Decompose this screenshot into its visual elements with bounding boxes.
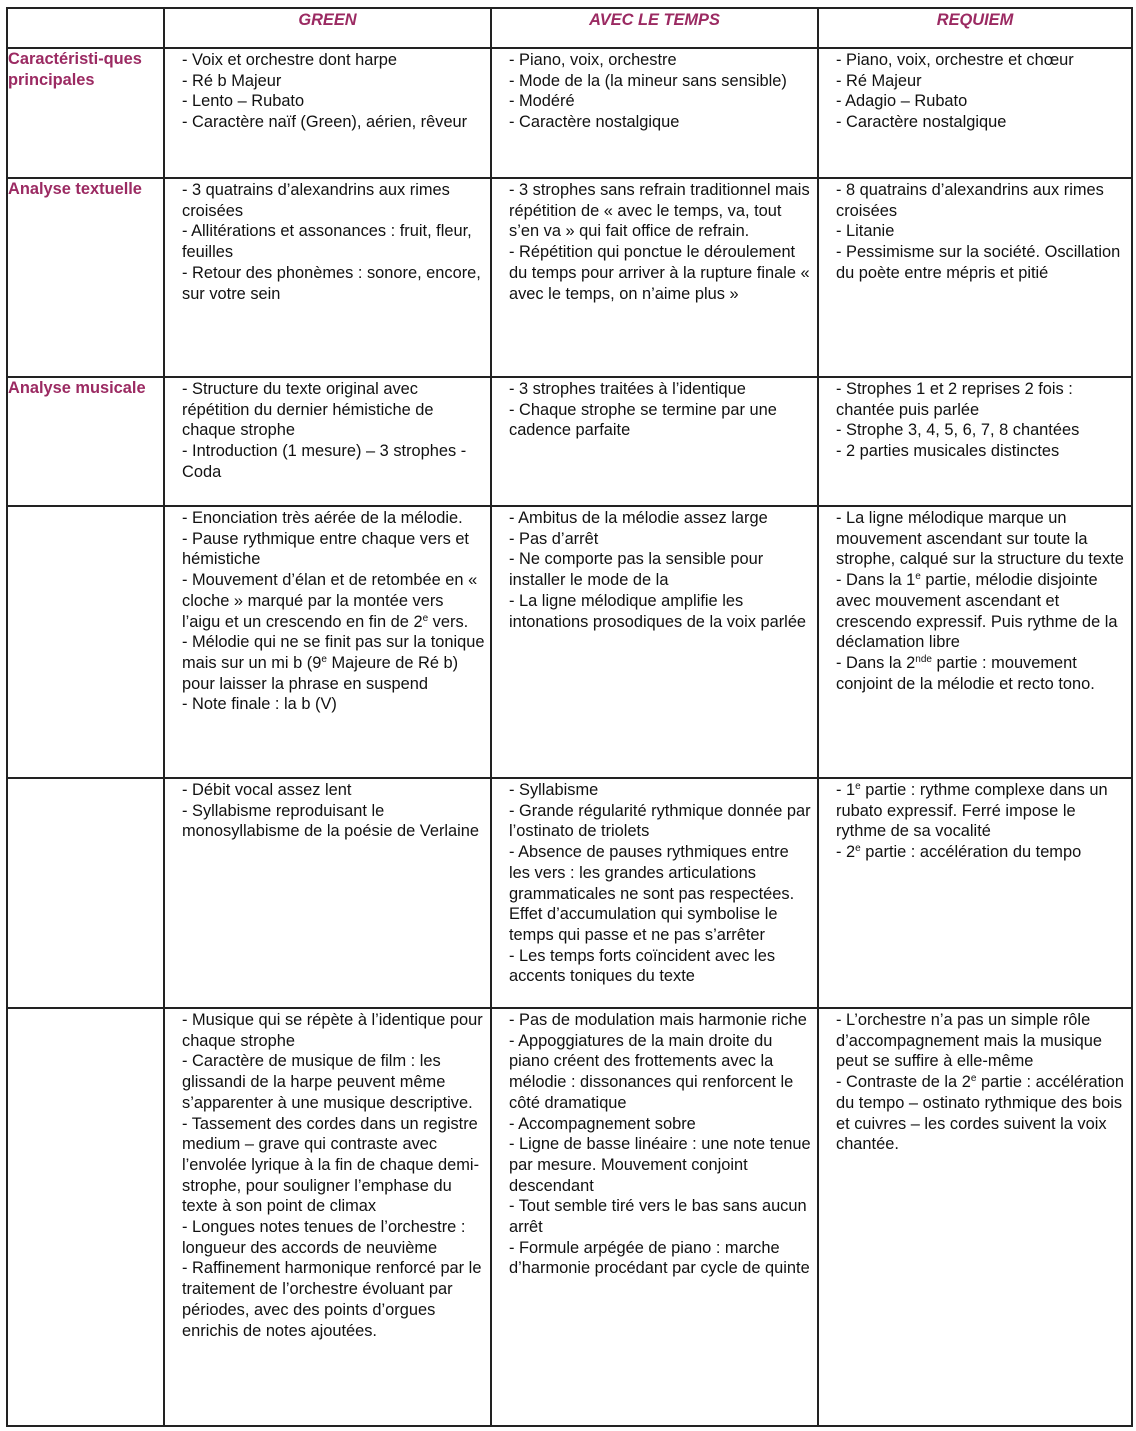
bullet-item bbox=[836, 71, 1127, 92]
bullet-item bbox=[182, 694, 486, 715]
text: - Lento – Rubato bbox=[182, 92, 305, 111]
bullet-item bbox=[836, 508, 1127, 570]
bullet-item bbox=[836, 1010, 1127, 1072]
bullet-item bbox=[182, 1114, 486, 1218]
superscript: e bbox=[422, 612, 429, 624]
table-row bbox=[7, 377, 1132, 506]
bullet-item bbox=[509, 242, 813, 304]
bullet-item bbox=[509, 842, 813, 946]
text: - Pause rythmique entre chaque vers et hémistiche bbox=[182, 529, 469, 569]
bullet-item bbox=[182, 71, 486, 92]
header-requiem: REQUIEM bbox=[818, 8, 1132, 48]
cell-green bbox=[164, 377, 491, 506]
text: - Litanie bbox=[836, 222, 895, 241]
text: - Raffinement harmonique renforcé par le traitement de l’orchestre évoluant par périodes, avec des points d’orgues enrichis de notes ajoutées. bbox=[182, 1259, 482, 1340]
cell-requiem bbox=[818, 377, 1132, 506]
text: - Débit vocal assez lent bbox=[182, 781, 352, 799]
text: - Ré b Majeur bbox=[182, 71, 282, 90]
bullet-item bbox=[509, 946, 813, 987]
text: - Syllabisme bbox=[509, 781, 599, 799]
cell-requiem bbox=[818, 178, 1132, 377]
table-row bbox=[7, 778, 1132, 1008]
bullet-item bbox=[509, 1010, 813, 1031]
row-label: Analyse musicale bbox=[7, 377, 164, 506]
text: partie : rythme complexe dans un rubato expressif. Ferré impose le rythme de sa vocalité bbox=[836, 781, 1108, 841]
text: - Caractère nostalgique bbox=[509, 113, 680, 132]
text: partie, mélodie disjointe avec mouvement ascendant et crescendo expressif. Puis rythme de la déclamation libre bbox=[836, 571, 1118, 652]
text: - Caractère de musique de film : les glissandi de la harpe peuvent même s’apparenter à une musique descriptive. bbox=[182, 1052, 473, 1112]
text: - Mouvement d’élan et de retombée en « cloche » marqué par la montée vers l’aigu et un crescendo en fin de 2 bbox=[182, 571, 478, 631]
bullet-item bbox=[836, 441, 1127, 462]
comparison-table bbox=[6, 7, 1133, 1427]
text: - Introduction (1 mesure) – 3 strophes - Coda bbox=[182, 442, 467, 481]
text: - L’orchestre n’a pas un simple rôle d’accompagnement mais la musique peut se suffire à elle-même bbox=[836, 1011, 1103, 1071]
bullet-item bbox=[182, 112, 486, 133]
text: - 2 parties musicales distinctes bbox=[836, 442, 1060, 461]
bullet-item bbox=[509, 1031, 813, 1114]
text: - 1 bbox=[836, 781, 856, 799]
superscript: e bbox=[321, 653, 327, 665]
bullet-item bbox=[509, 112, 813, 133]
bullet-item bbox=[509, 1196, 813, 1237]
text: - Adagio – Rubato bbox=[836, 92, 968, 111]
table-row bbox=[7, 178, 1132, 377]
text: - Chaque strophe se termine par une cadence parfaite bbox=[509, 400, 777, 440]
bullet-item bbox=[836, 50, 1127, 71]
cell-green bbox=[164, 506, 491, 778]
bullet-item bbox=[182, 1217, 486, 1258]
table-row bbox=[7, 48, 1132, 178]
text: - Ambitus de la mélodie assez large bbox=[509, 509, 768, 527]
bullet-item bbox=[509, 780, 813, 801]
bullet-item bbox=[182, 263, 486, 304]
text: - Les temps forts coïncident avec les accents toniques du texte bbox=[509, 946, 776, 986]
text: - 2 bbox=[836, 843, 856, 862]
cell-requiem bbox=[818, 1008, 1132, 1426]
bullet-item bbox=[182, 529, 486, 570]
header-green: GREEN bbox=[164, 8, 491, 48]
cell-green bbox=[164, 48, 491, 178]
bullet-item bbox=[509, 71, 813, 92]
bullet-item bbox=[836, 780, 1127, 842]
bullet-item bbox=[836, 570, 1127, 653]
text: - Longues notes tenues de l’orchestre : longueur des accords de neuvième bbox=[182, 1218, 466, 1257]
text: - Caractère naïf (Green), aérien, rêveur bbox=[182, 113, 468, 132]
bullet-item bbox=[182, 801, 486, 842]
text: - 3 strophes sans refrain traditionnel mais répétition de « avec le temps, va, tout s’en va » qui fait office de refrain. bbox=[509, 181, 810, 241]
bullet-item bbox=[509, 549, 813, 590]
text: - 3 quatrains d’alexandrins aux rimes croisées bbox=[182, 181, 450, 220]
text: - Retour des phonèmes : sonore, encore, sur votre sein bbox=[182, 263, 481, 303]
superscript: e bbox=[855, 843, 861, 855]
table-row bbox=[7, 506, 1132, 778]
header-empty bbox=[7, 8, 164, 48]
text: - Syllabisme reproduisant le monosyllabisme de la poésie de Verlaine bbox=[182, 801, 480, 841]
bullet-item bbox=[509, 801, 813, 842]
cell-avec-le-temps bbox=[491, 178, 818, 377]
bullet-item bbox=[836, 842, 1127, 863]
table-row bbox=[7, 1008, 1132, 1426]
bullet-item bbox=[509, 1114, 813, 1135]
bullet-item bbox=[182, 1258, 486, 1341]
text: - Structure du texte original avec répétition du dernier hémistiche de chaque strophe bbox=[182, 380, 434, 440]
cell-requiem bbox=[818, 48, 1132, 178]
bullet-item bbox=[836, 420, 1127, 441]
text: partie : accélération du tempo bbox=[860, 843, 1082, 862]
bullet-item bbox=[182, 91, 486, 112]
row-label bbox=[7, 1008, 164, 1426]
row-label bbox=[7, 506, 164, 778]
text: - Strophes 1 et 2 reprises 2 fois : chantée puis parlée bbox=[836, 380, 1073, 419]
superscript: e bbox=[915, 571, 921, 583]
text: - Strophe 3, 4, 5, 6, 7, 8 chantées bbox=[836, 421, 1080, 440]
text: Majeure de Ré b) pour laisser la phrase en suspend bbox=[182, 653, 459, 693]
bullet-item bbox=[509, 400, 813, 441]
text: - Voix et orchestre dont harpe bbox=[182, 51, 398, 69]
bullet-item bbox=[182, 180, 486, 221]
text: - Répétition qui ponctue le déroulement du temps pour arriver à la rupture finale « avec le temps, on n’aime plus » bbox=[509, 243, 810, 303]
bullet-item bbox=[182, 50, 486, 71]
bullet-item bbox=[182, 441, 486, 482]
row-label bbox=[7, 778, 164, 1008]
text: - Pas d’arrêt bbox=[509, 529, 599, 548]
bullet-item bbox=[836, 653, 1127, 694]
bullet-item bbox=[182, 570, 486, 632]
text: partie : accélération du tempo – ostinato rythmique des bois et cuivres – les cordes suivent la voix chantée. bbox=[836, 1073, 1125, 1154]
text: - Note finale : la b (V) bbox=[182, 695, 337, 714]
bullet-item bbox=[509, 50, 813, 71]
header-row bbox=[7, 8, 1132, 48]
bullet-item bbox=[836, 221, 1127, 242]
superscript: nde bbox=[915, 653, 932, 665]
bullet-item bbox=[836, 180, 1127, 221]
text: - Modéré bbox=[509, 92, 575, 111]
text: - Dans la 2 bbox=[836, 653, 916, 672]
bullet-item bbox=[182, 1010, 486, 1051]
cell-green bbox=[164, 778, 491, 1008]
cell-green bbox=[164, 178, 491, 377]
text: - Tassement des cordes dans un registre medium – grave qui contraste avec l’envolée lyrique à la fin de chaque demi-strophe, pour souligner l’emphase du texte à son point de climax bbox=[182, 1114, 480, 1216]
text: - Piano, voix, orchestre bbox=[509, 51, 677, 69]
cell-requiem bbox=[818, 506, 1132, 778]
bullet-item bbox=[509, 180, 813, 242]
cell-requiem bbox=[818, 778, 1132, 1008]
text: - Mode de la (la mineur sans sensible) bbox=[509, 71, 787, 90]
text: - Ne comporte pas la sensible pour installer le mode de la bbox=[509, 550, 764, 590]
text: - Accompagnement sobre bbox=[509, 1114, 696, 1133]
text: - Contraste de la 2 bbox=[836, 1073, 971, 1092]
cell-green bbox=[164, 1008, 491, 1426]
text: - Formule arpégée de piano : marche d’harmonie procédant par cycle de quinte bbox=[509, 1238, 810, 1278]
bullet-item bbox=[836, 379, 1127, 420]
text: partie : mouvement conjoint de la mélodie et recto tono. bbox=[836, 653, 1095, 693]
cell-avec-le-temps bbox=[491, 1008, 818, 1426]
text: - Allitérations et assonances : fruit, fleur, feuilles bbox=[182, 222, 472, 262]
bullet-item bbox=[182, 780, 486, 801]
text: - Absence de pauses rythmiques entre les vers : les grandes articulations grammaticales ne sont pas respectées. Effet d’accumulation qui symbolise le temps qui passe et ne pas s’arrêter bbox=[509, 843, 795, 944]
cell-avec-le-temps bbox=[491, 778, 818, 1008]
text: - La ligne mélodique amplifie les intonations prosodiques de la voix parlée bbox=[509, 591, 807, 631]
bullet-item bbox=[509, 1238, 813, 1279]
bullet-item bbox=[836, 1072, 1127, 1155]
superscript: e bbox=[970, 1073, 977, 1085]
bullet-item bbox=[509, 91, 813, 112]
text: - Pessimisme sur la société. Oscillation du poète entre mépris et pitié bbox=[836, 243, 1121, 282]
superscript: e bbox=[855, 781, 861, 792]
text: - Piano, voix, orchestre et chœur bbox=[836, 51, 1074, 69]
bullet-item bbox=[836, 242, 1127, 283]
text: - Musique qui se répète à l’identique pour chaque strophe bbox=[182, 1011, 483, 1050]
text: - Grande régularité rythmique donnée par l’ostinato de triolets bbox=[509, 801, 811, 841]
cell-avec-le-temps bbox=[491, 377, 818, 506]
text: - Dans la 1 bbox=[836, 571, 916, 590]
bullet-item bbox=[182, 508, 486, 529]
bullet-item bbox=[182, 1051, 486, 1113]
text: - Mélodie qui ne se finit pas sur la tonique mais sur un mi b (9 bbox=[182, 633, 485, 672]
text: - Caractère nostalgique bbox=[836, 113, 1007, 132]
bullet-item bbox=[182, 379, 486, 441]
bullet-item bbox=[182, 221, 486, 262]
cell-avec-le-temps bbox=[491, 506, 818, 778]
text: vers. bbox=[428, 612, 469, 631]
bullet-item bbox=[182, 632, 486, 694]
bullet-item bbox=[836, 91, 1127, 112]
text: - 8 quatrains d’alexandrins aux rimes croisées bbox=[836, 181, 1104, 220]
text: - Tout semble tiré vers le bas sans aucun arrêt bbox=[509, 1197, 807, 1237]
bullet-item bbox=[509, 1134, 813, 1196]
bullet-item bbox=[836, 112, 1127, 133]
row-label: Analyse textuelle bbox=[7, 178, 164, 377]
row-label: Caractéristi-ques principales bbox=[7, 48, 164, 178]
header-avec-le-temps: AVEC LE TEMPS bbox=[491, 8, 818, 48]
cell-avec-le-temps bbox=[491, 48, 818, 178]
text: - La ligne mélodique marque un mouvement ascendant sur toute la strophe, calqué sur la structure du texte bbox=[836, 509, 1124, 569]
text: - 3 strophes traitées à l’identique bbox=[509, 380, 746, 398]
text: - Enonciation très aérée de la mélodie. bbox=[182, 509, 463, 527]
bullet-item bbox=[509, 379, 813, 400]
text: - Ré Majeur bbox=[836, 71, 922, 90]
text: - Ligne de basse linéaire : une note tenue par mesure. Mouvement conjoint descendant bbox=[509, 1135, 811, 1195]
text: - Pas de modulation mais harmonie riche bbox=[509, 1011, 807, 1029]
bullet-item bbox=[509, 529, 813, 550]
text: - Appoggiatures de la main droite du piano créent des frottements avec la mélodie : dissonances qui renforcent le côté dramatique bbox=[509, 1031, 794, 1112]
bullet-item bbox=[509, 508, 813, 529]
bullet-item bbox=[509, 591, 813, 632]
